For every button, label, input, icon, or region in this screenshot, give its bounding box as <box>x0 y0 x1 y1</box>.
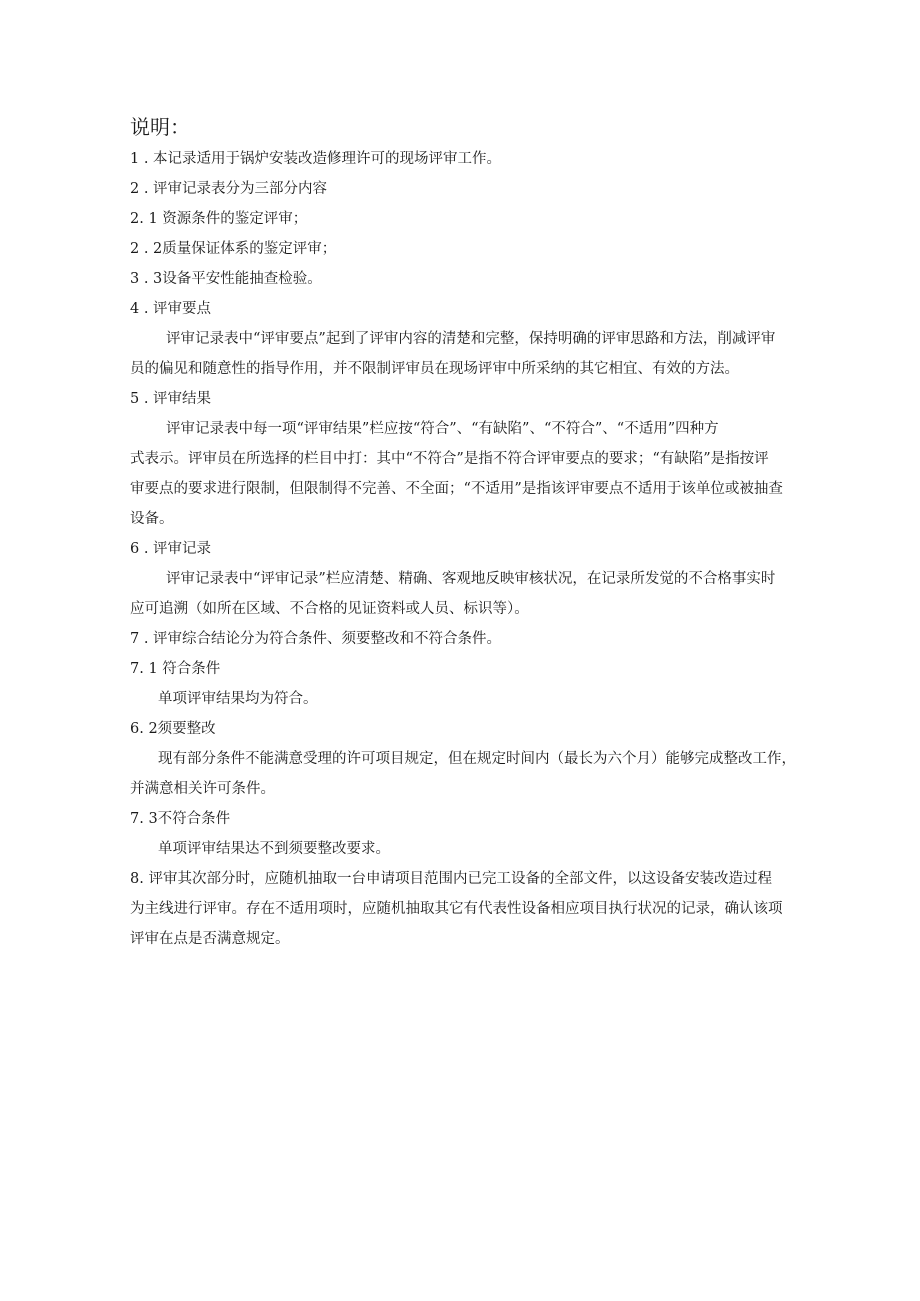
item-5-paragraph-line-2: 式表示。评审员在所选择的栏目中打：其中“不符合”是指不符合评审要点的要求；“有缺陷”是指按评 <box>130 451 769 467</box>
item-6-paragraph-line-1: 评审记录表中“评审记录”栏应清楚、精确、客观地反映审核状况，在记录所发觉的不合格事实时 <box>166 571 776 587</box>
item-7-1-text: 单项评审结果均为符合。 <box>158 691 318 707</box>
page-title: 说明： <box>130 115 190 139</box>
item-8-paragraph-line-1: 8. 评审其次部分时，应随机抽取一台申请项目范围内已完工设备的全部文件，以这设备安装改造过程 <box>130 871 772 887</box>
item-6-2-paragraph-line-2: 并满意相关许可条件。 <box>130 781 275 797</box>
item-4-paragraph-line-1: 评审记录表中“评审要点”起到了评审内容的清楚和完整，保持明确的评审思路和方法，削减评审 <box>166 331 776 347</box>
item-8-paragraph-line-3: 评审在点是否满意规定。 <box>130 931 290 947</box>
item-6-2-paragraph-line-1: 现有部分条件不能满意受理的许可项目规定，但在规定时间内（最长为六个月）能够完成整改工作， <box>158 751 796 767</box>
item-4-paragraph-line-2: 员的偏见和随意性的指导作用，并不限制评审员在现场评审中所采纳的其它相宜、有效的方法。 <box>130 361 739 377</box>
item-6-heading: 6 . 评审记录 <box>130 541 212 557</box>
item-6-paragraph-line-2: 应可追溯（如所在区域、不合格的见证资料或人员、标识等）。 <box>130 601 529 617</box>
item-5-paragraph-line-4: 设备。 <box>130 511 174 527</box>
item-3-3: 3 . 3设备平安性能抽查检验。 <box>130 271 322 287</box>
item-2-1: 2. 1 资源条件的鉴定评审； <box>130 211 308 227</box>
item-4-heading: 4 . 评审要点 <box>130 301 212 317</box>
item-2: 2 . 评审记录表分为三部分内容 <box>130 181 328 197</box>
item-7-3-text: 单项评审结果达不到须要整改要求。 <box>158 841 390 857</box>
item-5-heading: 5 . 评审结果 <box>130 391 212 407</box>
item-5-paragraph-line-3: 审要点的要求进行限制，但限制得不完善、不全面；“不适用”是指该评审要点不适用于该单位或被抽查 <box>130 481 783 497</box>
item-7-heading: 7 . 评审综合结论分为符合条件、须要整改和不符合条件。 <box>130 631 502 647</box>
item-7-1-heading: 7. 1 符合条件 <box>130 661 221 677</box>
item-1: 1 . 本记录适用于锅炉安装改造修理许可的现场评审工作。 <box>130 151 502 167</box>
item-7-3-heading: 7. 3不符合条件 <box>130 811 231 827</box>
item-8-paragraph-line-2: 为主线进行评审。存在不适用项时，应随机抽取其它有代表性设备相应项目执行状况的记录，确认该项 <box>130 901 783 917</box>
item-6-2-heading: 6. 2须要整改 <box>130 721 216 737</box>
item-5-paragraph-line-1: 评审记录表中每一项“评审结果”栏应按“符合”、“有缺陷”、“不符合”、“不适用”四种方 <box>166 421 719 437</box>
item-2-2: 2 . 2质量保证体系的鉴定评审； <box>130 241 337 257</box>
